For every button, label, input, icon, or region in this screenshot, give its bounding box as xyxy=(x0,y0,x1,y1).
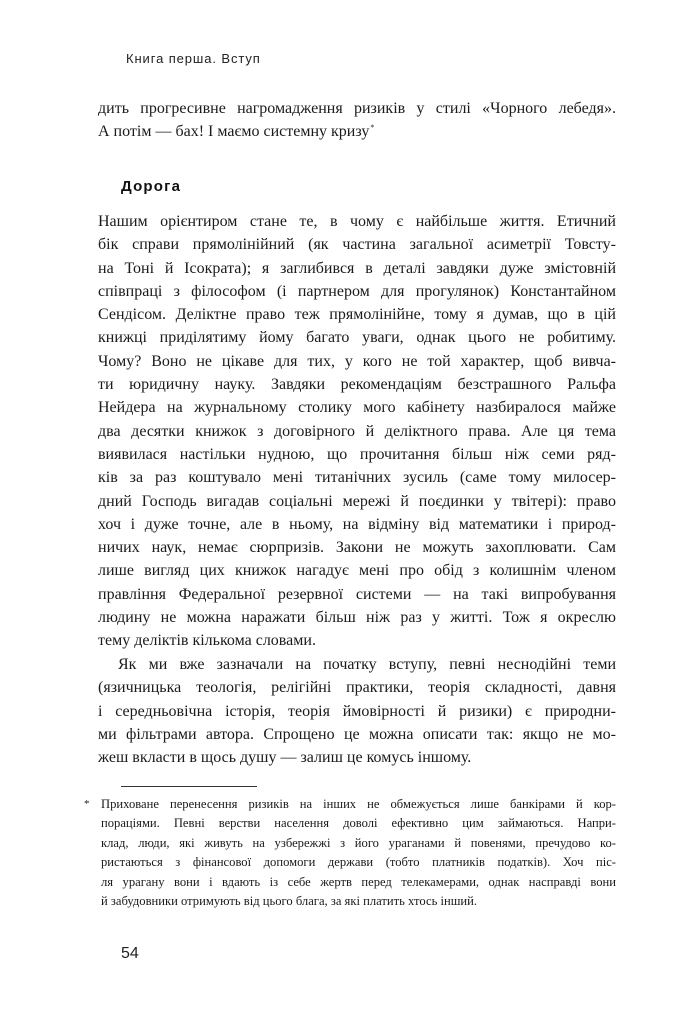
text-line: людину не можна наражати більш ніж раз у житті. Тож я окреслю xyxy=(98,609,616,627)
footnote-marker: * xyxy=(84,798,90,810)
text-line: (язичницька теологія, релігійні практики, теорія складності, давня xyxy=(98,679,616,697)
footnote-divider xyxy=(121,786,257,787)
text-line: на Тоні й Ісократа); я заглибився в деталі завдяки дуже змістовній xyxy=(98,259,616,277)
text-line: лише вигляд цих книжок нагадує мені про обід з колишнім членом xyxy=(98,562,616,580)
text-line: ничих наук, немає сюрпризів. Закони не можуть захоплювати. Сам xyxy=(98,539,616,557)
paragraph-2 xyxy=(98,653,616,769)
text-line: виявилася настільки нудною, що прочитання більш ніж семи ряд- xyxy=(98,445,616,463)
text-line: ти юридичну науку. Завдяки рекомендаціям безстрашного Ральфа xyxy=(98,376,616,394)
intro-text xyxy=(98,97,616,144)
text-line: Сендісом. Деліктне право теж прямолінійне, тому я думав, що в цій xyxy=(98,306,616,324)
text-line: Приховане перенесення ризиків на інших не обмежується лише банкірами й кор- xyxy=(101,797,616,811)
section-heading: Дорога xyxy=(121,178,182,195)
text-line: бік справи прямолінійний (як частина загальної асиметрії Товсту- xyxy=(98,236,616,254)
footnote-reference[interactable]: * xyxy=(370,122,375,132)
text-line: ристаються з фінансової допомоги держави (тобто платників податків). Хоч піс- xyxy=(101,855,616,870)
text-line: тему деліктів кількома словами. xyxy=(98,632,316,650)
text-line: А потім — бах! І маємо системну кризу xyxy=(98,123,370,141)
footnote xyxy=(84,795,616,911)
text-line: правління Федеральної резервної системи — на такі випробування xyxy=(98,585,616,603)
page-number: 54 xyxy=(121,945,139,962)
text-line: Чому? Воно не цікаве для тих, у кого не той характер, щоб вивча- xyxy=(98,352,616,370)
text-line: два десятки книжок з договірного й деліктного права. Але ця тема xyxy=(98,422,616,440)
text-line: і середньовічна історія, теорія ймовірності й ризики) є природни- xyxy=(98,702,616,720)
paragraph-1 xyxy=(98,210,616,653)
text-line: Нейдера на журнальному столику мого кабінету назбиралося майже xyxy=(98,399,616,417)
text-line: пораціями. Певні верстви населення доволі ефективно цим займаються. Напри- xyxy=(101,816,616,831)
text-line: книжці приділятиму йому багато уваги, однак цього не робитиму. xyxy=(98,329,616,347)
text-line: Як ми вже зазначали на початку вступу, певні неснодійні теми xyxy=(118,656,616,673)
text-line: ми фільтрами автора. Спрощено це можна описати так: якщо не мо- xyxy=(98,725,616,743)
text-line-with-note xyxy=(98,120,616,143)
text-line: й забудовники отримують від цього блага, за які платить хтось інший. xyxy=(101,893,478,908)
text-line: ля урагану вони і вдають із себе жертв перед телекамерами, однак насправді вони xyxy=(101,874,616,889)
text-line: жеш вкласти в щось душу — залиш це комусь іншому. xyxy=(98,749,472,767)
text-line: хоч і дуже точне, але в ньому, на відміну від математики і природ- xyxy=(98,515,616,533)
text-line: дить прогресивне нагромадження ризиків у стилі «Чорного лебедя». xyxy=(98,100,616,117)
text-line: ків за раз коштувало мені титанічних зусиль (саме тому милосер- xyxy=(98,469,616,487)
footnote-text xyxy=(101,795,616,911)
text-line: Нашим орієнтиром стане те, в чому є найбільше життя. Етичний xyxy=(98,213,616,230)
text-line: клад, люди, які живуть на узбережжі з його ураганами й повенями, пречудово ко- xyxy=(101,835,616,850)
text-line: співпраці з філософом (і партнером для прогулянок) Константайном xyxy=(98,282,616,300)
running-head: Книга перша. Вступ xyxy=(126,51,261,66)
text-line: дний Господь вигадав соціальні мережі й поєдинки у твітері): право xyxy=(98,492,616,510)
